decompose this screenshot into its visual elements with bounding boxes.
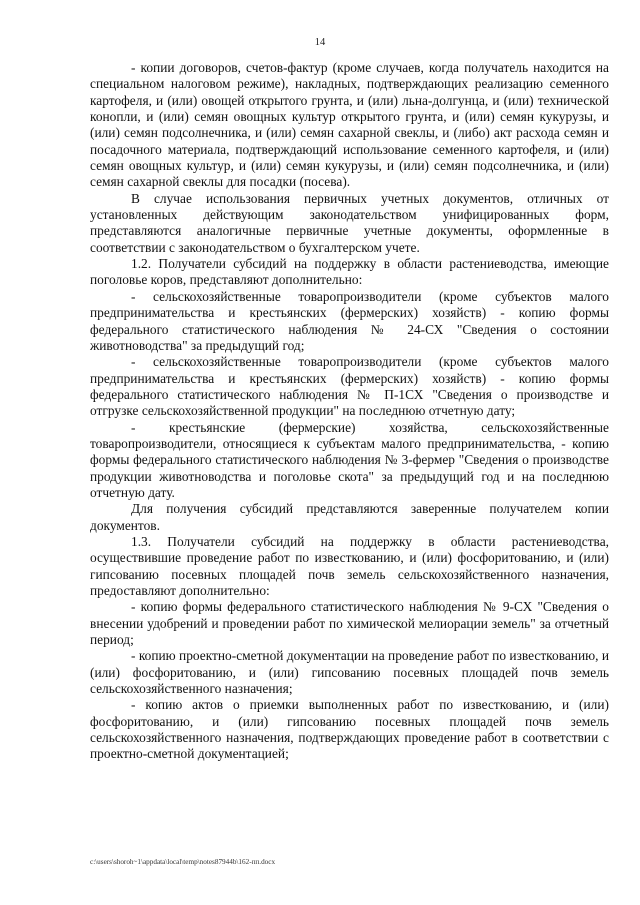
- paragraph-form-9-sh: - копию формы федерального статистического наблюдения № 9-СХ "Сведения о внесении удобрений и проведении работ по химической мелиорации земель" за отчетный период;: [90, 599, 609, 648]
- paragraph-certified-copies: Для получения субсидий представляются заверенные получателем копии документов.: [90, 501, 609, 533]
- paragraph-primary-documents: В случае использования первичных учетных документов, отличных от установленных действующим законодательством унифицированных форм, представляются аналогичные первичные учетные документы, оформленные в соответствии с законодательством о бухгалтерском учете.: [90, 190, 609, 255]
- paragraph-form-p-1sh: - сельскохозяйственные товаропроизводители (кроме субъектов малого предпринимательства и крестьянских (фермерских) хозяйств) - копию формы федерального статистического наблюдения № П-1СХ "Сведения о производстве и отгрузке сельскохозяйственной продукции" на последнюю отчетную дату;: [90, 354, 609, 419]
- paragraph-design-estimate: - копию проектно-сметной документации на проведение работ по известкованию, и (или) фосфоритованию, и (или) гипсованию посевных площадей почв земель сельскохозяйственного назначения;: [90, 648, 609, 697]
- paragraph-section-1-2: 1.2. Получатели субсидий на поддержку в области растениеводства, имеющие поголовье коров, представляют дополнительно:: [90, 256, 609, 288]
- page-number: 14: [314, 37, 326, 48]
- paragraph-form-3-farmer: - крестьянские (фермерские) хозяйства, сельскохозяйственные товаропроизводители, относящиеся к субъектам малого предпринимательства, - копию формы федерального статистического наблюдения № 3-фермер "Сведения о производстве продукции животноводства и поголовье скота" за предыдущий год и на последнюю отчетную дату.: [90, 419, 609, 500]
- footer-file-path: c:\users\shoroh~1\appdata\local\temp\notes87944b\162-пп.docx: [90, 858, 276, 866]
- paragraph-acceptance-acts: - копию актов о приемки выполненных работ по известкованию, и (или) фосфоритованию, и (или) гипсованию посевных площадей почв земель сельскохозяйственного назначения, подтверждающих проведение работ в соответствии с проектно-сметной документацией;: [90, 697, 609, 762]
- paragraph-form-24-sh: - сельскохозяйственные товаропроизводители (кроме субъектов малого предпринимательства и крестьянских (фермерских) хозяйств) - копию формы федерального статистического наблюдения № 24-СХ "Сведения о состоянии животноводства" за предыдущий год;: [90, 288, 609, 353]
- paragraph-contracts-invoices: - копии договоров, счетов-фактур (кроме случаев, когда получатель находится на специальном налоговом режиме), накладных, подтверждающих реализацию семенного картофеля, и (или) овощей открытого грунта, и (или) льна-долгунца, и (или) технической конопли, и (или) семян овощных культур открытого грунта, и (или) семян кукурузы, и (или) семян подсолнечника, и (или) семян сахарной свеклы, и (либо) акт расхода семян и посадочного материала, подтверждающий использование семенного картофеля, и (или) семян овощных культур, и (или) семян кукурузы, и (или) семян подсолнечника, и (или) семян сахарной свеклы для посадки (посева).: [90, 60, 609, 190]
- document-body: [90, 60, 609, 763]
- paragraph-section-1-3: 1.3. Получатели субсидий на поддержку в области растениеводства, осуществившие проведение работ по известкованию, и (или) фосфоритованию, и (или) гипсованию посевных площадей почв земель сельскохозяйственного назначения, предоставляют дополнительно:: [90, 533, 609, 598]
